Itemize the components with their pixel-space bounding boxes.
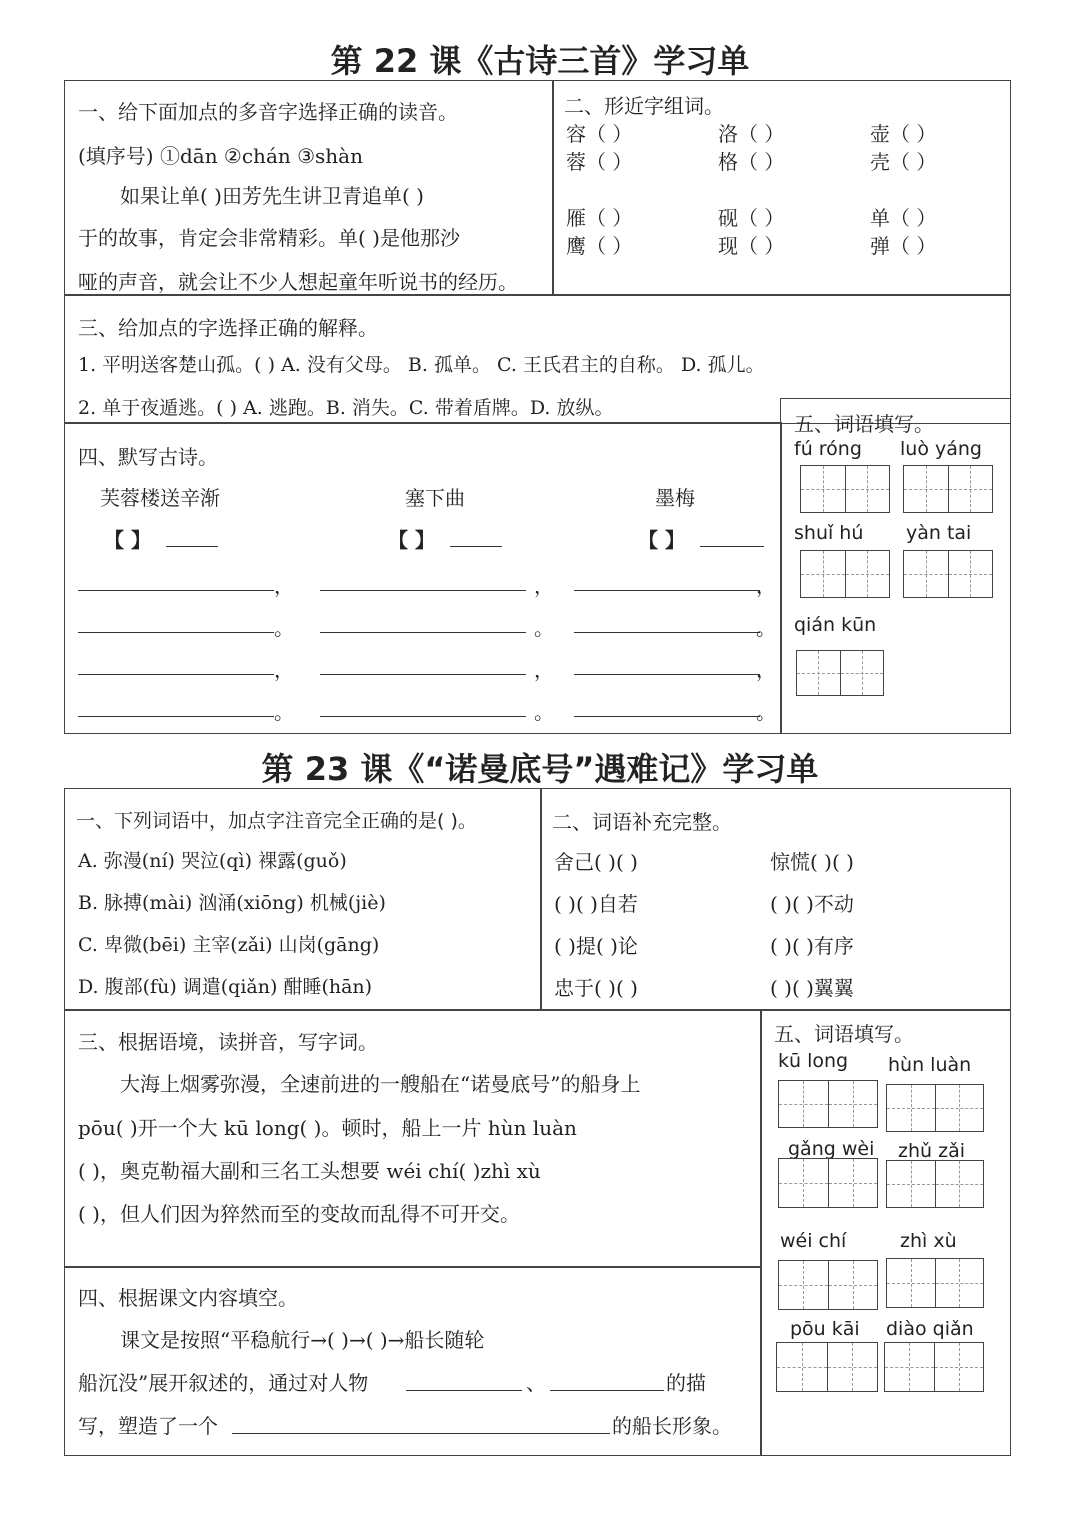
l23-s4-line2a: 船沉没”展开叙述的，通过对人物 bbox=[78, 1371, 369, 1395]
poem-punct: 。 bbox=[534, 700, 554, 724]
idiom-fill: ( )提( )论 bbox=[554, 934, 638, 958]
tianzige-2char[interactable] bbox=[903, 465, 993, 513]
l22-s1-line3: 哑的声音，就会让不少人想起童年听说书的经历。 bbox=[78, 270, 518, 294]
l22-author-bracket-1: 【 】 bbox=[104, 528, 151, 552]
poem-blank[interactable] bbox=[320, 674, 526, 675]
l23-s1-option-c: C. 卑微(bēi) 主宰(zǎi) 山岗(gāng) bbox=[78, 934, 380, 956]
poem-blank[interactable] bbox=[78, 632, 274, 633]
poem-punct: 。 bbox=[274, 700, 294, 724]
tianzige-2char[interactable] bbox=[800, 550, 890, 598]
pinyin-label: zhǔ zǎi bbox=[898, 1140, 965, 1162]
poem-blank[interactable] bbox=[320, 716, 526, 717]
l22-s2-item: 壶（ ） bbox=[870, 122, 937, 146]
l23-s1-heading: 一、下列词语中，加点字注音完全正确的是( )。 bbox=[76, 810, 477, 832]
tianzige-2char[interactable] bbox=[800, 465, 890, 513]
tianzige-2char[interactable] bbox=[903, 550, 993, 598]
idiom-fill: ( )( )自若 bbox=[554, 892, 638, 916]
pinyin-label: pōu kāi bbox=[790, 1318, 860, 1340]
poem-blank[interactable] bbox=[320, 632, 526, 633]
poem-blank[interactable] bbox=[78, 716, 274, 717]
poem-blank[interactable] bbox=[320, 590, 526, 591]
l23-s1-option-a: A. 弥漫(ní) 哭泣(qì) 裸露(guǒ) bbox=[78, 850, 347, 872]
l22-s5-heading: 五、词语填写。 bbox=[794, 412, 934, 436]
l22-author-line-3[interactable] bbox=[700, 546, 764, 547]
poem-blank[interactable] bbox=[574, 632, 760, 633]
l23-s2-heading: 二、词语补充完整。 bbox=[552, 810, 732, 834]
pinyin-label: fú róng bbox=[794, 438, 862, 460]
l22-s2-item: 现（ ） bbox=[718, 234, 785, 258]
l23-s1-option-d: D. 腹部(fù) 调遣(qiǎn) 酣睡(hān) bbox=[78, 976, 373, 998]
l22-s2-item: 雁（ ） bbox=[566, 206, 633, 230]
tianzige-2char[interactable] bbox=[776, 1342, 878, 1392]
tianzige-2char[interactable] bbox=[886, 1160, 984, 1208]
l23-s4-line3a: 写，塑造了一个 bbox=[78, 1414, 218, 1438]
l22-s2-item: 砚（ ） bbox=[718, 206, 785, 230]
pinyin-label: gǎng wèi bbox=[788, 1138, 875, 1160]
pinyin-label: diào qiǎn bbox=[886, 1318, 974, 1340]
l22-s2-item: 壳（ ） bbox=[870, 150, 937, 174]
l23-s4-line2b: 、 bbox=[526, 1371, 546, 1395]
poem-blank[interactable] bbox=[78, 590, 274, 591]
pinyin-label: yàn tai bbox=[906, 522, 972, 544]
poem-punct: ， bbox=[534, 658, 554, 682]
l22-s1-options: (填序号) ①dān ②chán ③shàn bbox=[78, 144, 363, 168]
l23-s3-heading: 三、根据语境，读拼音，写字词。 bbox=[78, 1030, 378, 1054]
tianzige-2char[interactable] bbox=[778, 1158, 878, 1208]
poem-punct: 。 bbox=[534, 616, 554, 640]
idiom-fill: ( )( )翼翼 bbox=[770, 976, 854, 1000]
pinyin-label: luò yáng bbox=[900, 438, 982, 460]
l22-s3-heading: 三、给加点的字选择正确的解释。 bbox=[78, 316, 378, 340]
l22-poem-title-1: 芙蓉楼送辛渐 bbox=[100, 486, 220, 510]
l22-author-line-1[interactable] bbox=[166, 546, 218, 547]
lesson23-title: 第 23 课《“诺曼底号”遇难记》学习单 bbox=[261, 750, 819, 788]
poem-punct: ， bbox=[756, 658, 776, 682]
answer-blank[interactable] bbox=[406, 1390, 522, 1391]
pinyin-label: qián kūn bbox=[794, 614, 877, 636]
l22-s2-item: 鹰（ ） bbox=[566, 234, 633, 258]
l22-s2-item: 洛（ ） bbox=[718, 122, 785, 146]
pinyin-label: hùn luàn bbox=[888, 1054, 972, 1076]
l22-author-bracket-3: 【 】 bbox=[638, 528, 685, 552]
l22-s2-item: 单（ ） bbox=[870, 206, 937, 230]
poem-punct: 。 bbox=[756, 700, 776, 724]
poem-blank[interactable] bbox=[574, 590, 760, 591]
l23-s4-line3b: 的船长形象。 bbox=[612, 1414, 732, 1438]
l23-s4-heading: 四、根据课文内容填空。 bbox=[78, 1286, 298, 1310]
l23-s3-line1: 大海上烟雾弥漫，全速前进的一艘船在“诺曼底号”的船身上 bbox=[120, 1072, 641, 1096]
idiom-fill: ( )( )有序 bbox=[770, 934, 854, 958]
l23-s3-line4: ( )，但人们因为猝然而至的变故而乱得不可开交。 bbox=[78, 1202, 520, 1226]
l22-s2-item: 弹（ ） bbox=[870, 234, 937, 258]
poem-punct: ， bbox=[534, 574, 554, 598]
l22-s1-heading: 一、给下面加点的多音字选择正确的读音。 bbox=[78, 100, 458, 124]
l22-s2-item: 容（ ） bbox=[566, 122, 633, 146]
pinyin-label: wéi chí bbox=[780, 1230, 847, 1252]
pinyin-label: zhì xù bbox=[900, 1230, 957, 1252]
poem-punct: 。 bbox=[274, 616, 294, 640]
poem-punct: ， bbox=[274, 574, 294, 598]
idiom-fill: 忠于( )( ) bbox=[554, 976, 638, 1000]
answer-blank[interactable] bbox=[550, 1390, 664, 1391]
l22-s3-q2: 2. 单于夜遁逃。( ) A. 逃跑。B. 消失。C. 带着盾牌。D. 放纵。 bbox=[78, 397, 614, 419]
l23-s3-line3: ( )，奥克勒福大副和三名工头想要 wéi chí( )zhì xù bbox=[78, 1159, 541, 1183]
lesson22-title: 第 22 课《古诗三首》学习单 bbox=[330, 42, 750, 80]
l23-s3-line2: pōu( )开一个大 kū long( )。顿时，船上一片 hùn luàn bbox=[78, 1116, 577, 1140]
poem-punct: ， bbox=[274, 658, 294, 682]
poem-punct: ， bbox=[756, 574, 776, 598]
l23-s4-line1: 课文是按照“平稳航行→( )→( )→船长随轮 bbox=[120, 1328, 485, 1352]
tianzige-2char[interactable] bbox=[886, 1258, 984, 1308]
poem-blank[interactable] bbox=[78, 674, 274, 675]
l22-author-bracket-2: 【 】 bbox=[388, 528, 435, 552]
l22-s4-heading: 四、默写古诗。 bbox=[78, 445, 218, 469]
l23-s4-line2c: 的描 bbox=[666, 1371, 706, 1395]
l22-s2-item: 格（ ） bbox=[718, 150, 785, 174]
tianzige-2char[interactable] bbox=[796, 650, 884, 696]
l22-s1-line1: 如果让单( )田芳先生讲卫青追单( ) bbox=[120, 184, 424, 208]
l22-author-line-2[interactable] bbox=[450, 546, 502, 547]
l22-s3-q1: 1. 平明送客楚山孤。( ) A. 没有父母。 B. 孤单。 C. 王氏君主的自称。 D. 孤儿。 bbox=[78, 354, 765, 376]
tianzige-2char[interactable] bbox=[778, 1080, 878, 1128]
idiom-fill: 惊慌( )( ) bbox=[770, 850, 854, 874]
pinyin-label: kū long bbox=[778, 1050, 849, 1072]
tianzige-2char[interactable] bbox=[884, 1342, 984, 1392]
poem-punct: 。 bbox=[756, 616, 776, 640]
l22-poem-title-3: 墨梅 bbox=[655, 486, 695, 510]
l22-s2-heading: 二、形近字组词。 bbox=[564, 94, 724, 118]
pinyin-label: shuǐ hú bbox=[794, 522, 864, 544]
l23-s1-option-b: B. 脉搏(mài) 汹涌(xiōng) 机械(jiè) bbox=[78, 892, 386, 914]
tianzige-2char[interactable] bbox=[778, 1260, 878, 1310]
idiom-fill: ( )( )不动 bbox=[770, 892, 854, 916]
tianzige-2char[interactable] bbox=[886, 1084, 984, 1132]
l23-s5-heading: 五、词语填写。 bbox=[774, 1022, 914, 1046]
l22-s1-line2: 于的故事，肯定会非常精彩。单( )是他那沙 bbox=[78, 226, 460, 250]
idiom-fill: 舍己( )( ) bbox=[554, 850, 638, 874]
l22-poem-title-2: 塞下曲 bbox=[405, 486, 465, 510]
poem-blank[interactable] bbox=[574, 674, 760, 675]
l22-s2-item: 蓉（ ） bbox=[566, 150, 633, 174]
answer-blank[interactable] bbox=[232, 1433, 610, 1434]
poem-blank[interactable] bbox=[574, 716, 760, 717]
